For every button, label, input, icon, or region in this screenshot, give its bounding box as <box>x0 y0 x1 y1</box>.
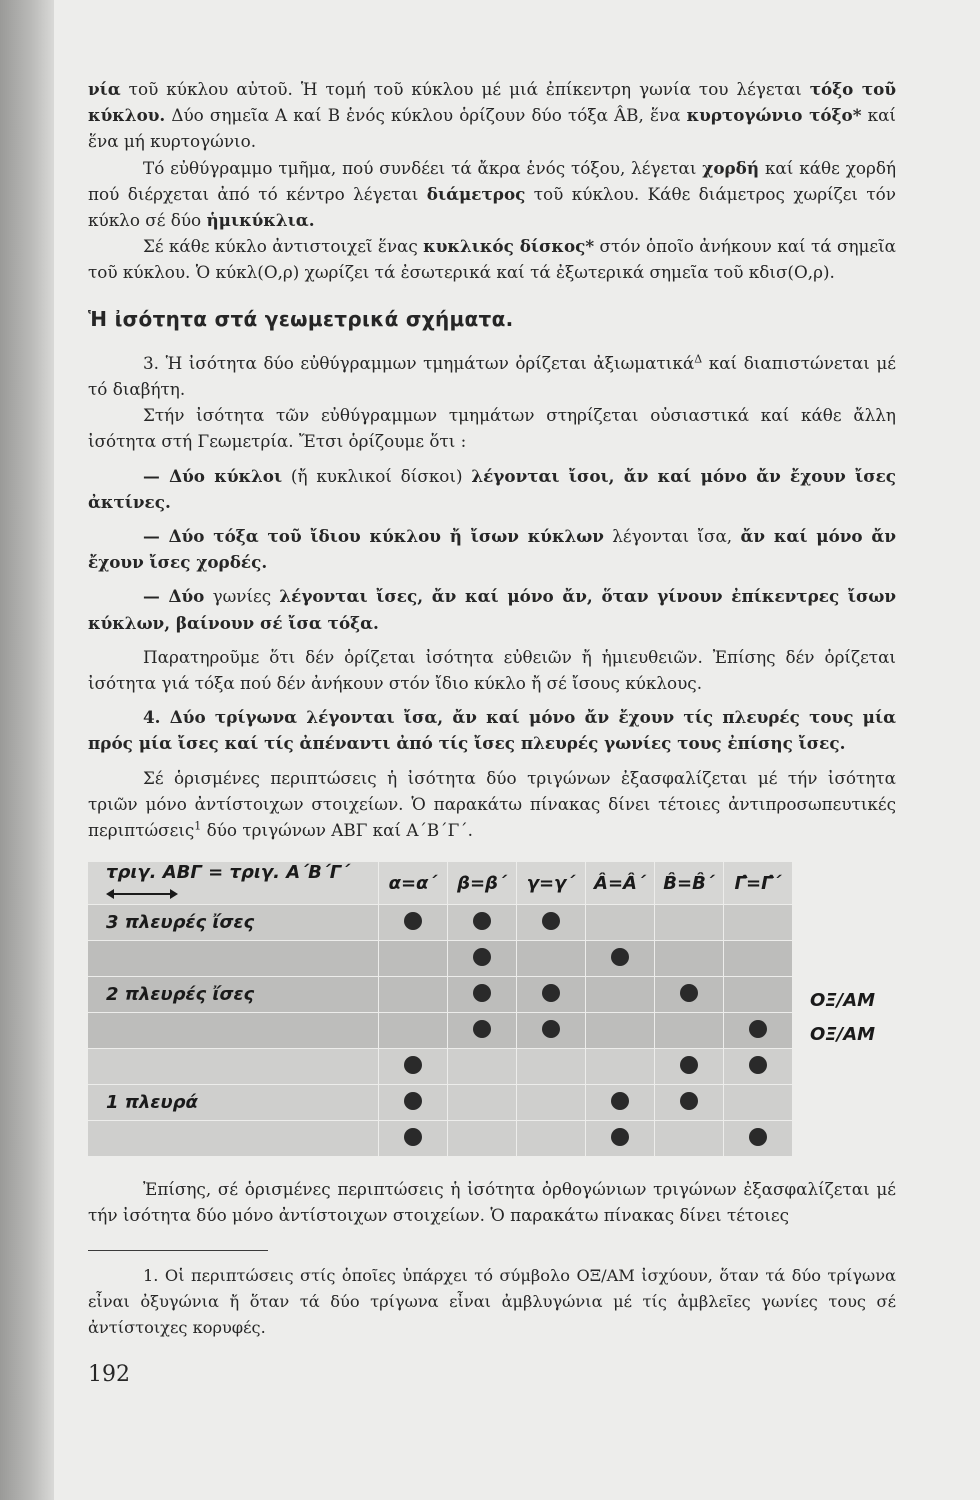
table-cell <box>516 1085 585 1121</box>
table-cell <box>378 977 447 1013</box>
table-row <box>88 1049 792 1085</box>
text: Δύο σημεῖα Α καί Β ἑνός κύκλου ὁρίζουν δύο τόξα <box>165 105 615 126</box>
dot-marker-icon <box>404 1056 422 1074</box>
dot-marker-icon <box>473 1020 491 1038</box>
table-cell <box>447 941 516 977</box>
group-label-cell <box>88 1049 378 1085</box>
side-note: ΟΞ/ΑΜ <box>810 990 876 1011</box>
table-header-row <box>88 862 792 905</box>
table-cell <box>654 1085 723 1121</box>
table-cell <box>723 905 792 941</box>
table-cell <box>585 977 654 1013</box>
table-cell <box>723 1049 792 1085</box>
paragraph-4-cont <box>88 765 896 844</box>
table-cell <box>516 941 585 977</box>
dot-marker-icon <box>749 1128 767 1146</box>
table-cell <box>585 1121 654 1157</box>
text: Τό εὐθύγραμμο τμῆμα, πού συνδέει τά ἄκρα ἑνός τόξου, λέγεται <box>143 157 703 178</box>
table-row <box>88 941 792 977</box>
bold-term: ἄν καί μόνο ἄν ἔχουν ἴσες χορδές. <box>88 526 896 573</box>
text: λέγονται ἴσα, <box>603 526 741 547</box>
table-cell <box>378 1013 447 1049</box>
group-label: 2 πλευρές ἴσες <box>88 977 378 1013</box>
group-label-cell <box>88 941 378 977</box>
superscript: Δ <box>694 352 703 366</box>
dot-marker-icon <box>680 1092 698 1110</box>
double-arrow-icon <box>112 893 172 895</box>
table-row <box>88 1085 792 1121</box>
paragraph-arc <box>88 76 896 155</box>
footnote-marker: 1 <box>194 819 202 833</box>
table-cell <box>447 1085 516 1121</box>
group-label-cell <box>88 1121 378 1157</box>
header-label: τριγ. ΑΒΓ = τριγ. Α΄Β΄Γ΄ <box>106 862 350 883</box>
spacer <box>88 515 896 523</box>
dot-marker-icon <box>404 1128 422 1146</box>
spacer <box>88 757 896 765</box>
text: τοῦ κύκλου αὐτοῦ. Ἡ τομή τοῦ κύκλου μέ μιά ἐπίκεντρη γωνία του λέγεται <box>120 79 810 99</box>
table-cell <box>654 1049 723 1085</box>
section-heading: Ἡ ἰσότητα στά γεωμετρικά σχήματα. <box>88 306 514 331</box>
table-row <box>88 1121 792 1157</box>
dot-marker-icon <box>542 1020 560 1038</box>
group-label-cell <box>88 1013 378 1049</box>
text: στόν ὁποῖο ἀνήκουν καί τά σημεῖα τοῦ κύκλου. Ὁ κύκλ(Ο,ρ) χωρίζει τά ἐσωτερικά καί τά ἐξωτερικά σημεῖα τοῦ κδισ(Ο,ρ). <box>88 236 897 283</box>
dot-marker-icon <box>473 984 491 1002</box>
table-cell <box>723 977 792 1013</box>
footnote-rule <box>88 1250 268 1251</box>
footnote <box>88 1263 896 1341</box>
spacer <box>88 455 896 463</box>
book-spine-shadow <box>0 0 54 1500</box>
table-cell <box>654 1013 723 1049</box>
table-cell <box>447 1013 516 1049</box>
paragraph-3 <box>88 350 896 402</box>
dot-marker-icon <box>473 948 491 966</box>
table-row <box>88 905 792 941</box>
table-row <box>88 977 792 1013</box>
bold-term: λέγονται ἴσοι, ἄν καί μόνο ἄν ἔχουν ἴσες ἀκτίνες. <box>88 465 896 512</box>
text: , ἕνα <box>638 105 687 126</box>
column-header: Â=Â΄ <box>585 862 654 905</box>
dot-marker-icon <box>680 1056 698 1074</box>
footnote-text: 1. Οἱ περιπτώσεις στίς ὁποῖες ὑπάρχει τό σύμβολο ΟΞ/ΑΜ ἰσχύουν, ὅταν τά δύο τρίγωνα εἶναι ὀξυγώνια ἤ ὅταν τά δύο τρίγωνα εἶναι ἀμβλυγώνια μέ τίς ἀμβλεῖες γωνίες τους σέ ἀντίστοιχες κορυφές. <box>88 1266 896 1337</box>
paragraph-observation: Παρατηροῦμε ὅτι δέν ὁρίζεται ἰσότητα εὐθειῶν ἤ ἡμιευθειῶν. Ἐπίσης δέν ὁρίζεται ἰσότητα γιά τόξα πού δέν ἀνήκουν στόν ἴδιο κύκλο ἤ σέ ἴσους κύκλους. <box>88 646 896 694</box>
paragraph-chord <box>88 155 896 234</box>
spacer <box>88 636 896 644</box>
table-cell <box>723 1121 792 1157</box>
column-header: β=β΄ <box>447 862 516 905</box>
dot-marker-icon <box>404 1092 422 1110</box>
table-cell <box>723 1085 792 1121</box>
table-cell <box>516 905 585 941</box>
bold-term: 4. Δύο τρίγωνα λέγονται ἴσα, ἄν καί μόνο ἄν ἔχουν τίς πλευρές τους μία πρός μία ἴσες καί τίς ἀπέναντι ἀπό τίς ἴσες πλευρές γωνίες τους ἐπίσης ἴσες. <box>88 707 896 754</box>
table-cell <box>516 1121 585 1157</box>
table-cell <box>378 1049 447 1085</box>
bold-term: κυρτογώνιο τόξο* <box>686 105 862 126</box>
table-cell <box>378 1085 447 1121</box>
dot-marker-icon <box>680 984 698 1002</box>
bold-term: — Δύο κύκλοι <box>143 465 283 486</box>
table-cell <box>585 1049 654 1085</box>
group-label: 1 πλευρά <box>88 1085 378 1121</box>
text: καί διαπιστώνεται μέ τό διαβήτη. <box>88 352 896 400</box>
bold-term: — Δύο τόξα τοῦ ἴδιου κύκλου ἤ ἴσων κύκλων <box>143 526 604 547</box>
dot-marker-icon <box>611 1092 629 1110</box>
bold-term: ἡμικύκλια. <box>206 210 315 231</box>
triangle-equality-table <box>88 862 896 1146</box>
table-cell <box>654 977 723 1013</box>
definition-circles <box>88 463 896 515</box>
table-cell <box>654 1121 723 1157</box>
table-cell <box>447 977 516 1013</box>
dot-marker-icon <box>473 912 491 930</box>
bold-term: νία <box>88 79 121 99</box>
column-header: γ=γ΄ <box>516 862 585 905</box>
column-header: B̂=B̂΄ <box>654 862 723 905</box>
table-cell <box>516 1049 585 1085</box>
table-cell <box>447 1049 516 1085</box>
table-cell <box>723 1013 792 1049</box>
table-cell <box>585 1013 654 1049</box>
table-cell <box>516 977 585 1013</box>
bold-term: χορδή <box>702 157 760 178</box>
table-cell <box>723 941 792 977</box>
dot-marker-icon <box>611 948 629 966</box>
text: καί κάθε χορδή πού διέρχεται ἀπό τό κέντρο λέγεται <box>88 157 896 204</box>
paragraph-disc <box>88 233 896 285</box>
dot-marker-icon <box>611 1128 629 1146</box>
bold-term: — Δύο <box>143 586 205 607</box>
text: δύο τριγώνων ΑΒΓ καί Α΄Β΄Γ΄. <box>201 820 474 841</box>
table-cell <box>654 905 723 941</box>
text: (ἤ κυκλικοί δίσκοι) <box>282 465 472 486</box>
spacer <box>88 575 896 583</box>
dot-marker-icon <box>749 1056 767 1074</box>
definition-arcs <box>88 523 896 575</box>
text: τοῦ κύκλου. Κάθε διάμετρος χωρίζει τόν κύκλο σέ δύο <box>88 183 896 231</box>
dot-marker-icon <box>749 1020 767 1038</box>
table-cell <box>654 941 723 977</box>
page-number: 192 <box>88 1362 130 1387</box>
dot-marker-icon <box>404 912 422 930</box>
definition-angles <box>88 583 896 635</box>
text: καί ἕνα μή κυρτογώνιο. <box>88 105 896 152</box>
table-row <box>88 1013 792 1049</box>
spacer <box>88 696 896 704</box>
column-header: α=α΄ <box>378 862 447 905</box>
bold-term: διάμετρος <box>426 183 526 204</box>
column-header: Γ̂=Γ̂΄ <box>723 862 792 905</box>
bold-term: τόξο τοῦ κύκλου. <box>88 79 896 126</box>
paragraph-3-cont: Στήν ἰσότητα τῶν εὐθύγραμμων τμημάτων στηρίζεται οὐσιαστικά καί κάθε ἄλλη ἰσότητα στή Γεωμετρία. Ἔτσι ὁρίζουμε ὅτι : <box>88 405 896 452</box>
text: Ἐπίσης, σέ ὁρισμένες περιπτώσεις ἡ ἰσότητα ὀρθογώνιων τριγώνων ἐξασφαλίζεται μέ τήν ἰσότητα δύο μόνο ἀντίστοιχων στοιχείων. Ὁ παρακάτω πίνακας δίνει τέτοιες <box>88 1179 896 1226</box>
side-note: ΟΞ/ΑΜ <box>810 1024 876 1045</box>
page-body <box>88 76 896 843</box>
table-cell <box>378 1121 447 1157</box>
table-cell <box>585 941 654 977</box>
equality-grid <box>88 862 793 1157</box>
header-label-cell <box>88 862 378 905</box>
bold-term: λέγονται ἴσες, ἄν καί μόνο ἄν, ὅταν γίνουν ἐπίκεντρες ἴσων κύκλων, βαίνουν σέ ἴσα τόξα. <box>88 586 896 633</box>
text: γωνίες <box>204 586 280 607</box>
text: Σέ ὁρισμένες περιπτώσεις ἡ ἰσότητα δύο τριγώνων ἐξασφαλίζεται μέ τήν ἰσότητα τριῶν μόνο ἀντίστοιχων στοιχείων. Ὁ παρακάτω πίνακας δίνει τέτοιες ἀντιπροσωπευτικές περιπτώσεις <box>88 767 896 841</box>
arc-symbol: ÂB <box>614 105 639 126</box>
table-cell <box>447 905 516 941</box>
dot-marker-icon <box>542 912 560 930</box>
dot-marker-icon <box>542 984 560 1002</box>
text: Σέ κάθε κύκλο ἀντιστοιχεῖ ἕνας <box>143 236 424 257</box>
bold-term: κυκλικός δίσκος* <box>423 236 595 257</box>
group-label: 3 πλευρές ἴσες <box>88 905 378 941</box>
paragraph-4 <box>88 704 896 756</box>
table-cell <box>378 905 447 941</box>
table-cell <box>516 1013 585 1049</box>
table-cell <box>585 1085 654 1121</box>
table-cell <box>378 941 447 977</box>
table-cell <box>447 1121 516 1157</box>
paragraph-right-triangles <box>88 1176 896 1228</box>
table-cell <box>585 905 654 941</box>
text: 3. Ἡ ἰσότητα δύο εὐθύγραμμων τμημάτων ὁρίζεται ἀξιωματικά <box>143 352 695 373</box>
